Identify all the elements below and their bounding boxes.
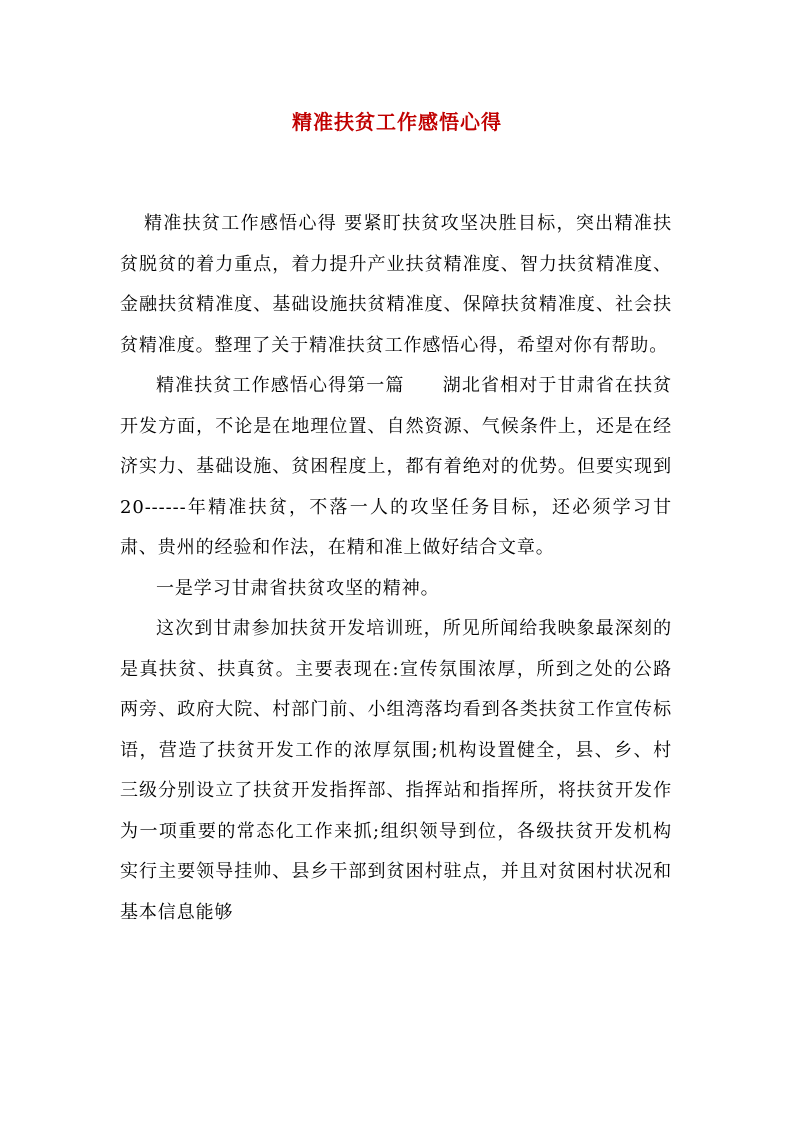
paragraph-intro: 精准扶贫工作感悟心得 要紧盯扶贫攻坚决胜目标，突出精准扶贫脱贫的着力重点，着力提升产业扶贫精准度、智力扶贫精准度、金融扶贫精准度、基础设施扶贫精准度、保障扶贫精准度、社会扶贫精准度。整理了关于精准扶贫工作感悟心得，希望对你有帮助。	[120, 213, 672, 356]
document-body	[120, 204, 672, 933]
paragraph-first-article: 精准扶贫工作感悟心得第一篇 湖北省相对于甘肃省在扶贫开发方面，不论是在地理位置、自然资源、气候条件上，还是在经济实力、基础设施、贫困程度上，都有着绝对的优势。但要实现到 20------年精准扶贫，不落一人的攻坚任务目标，还必须学习甘肃、贵州的经验和作法，在精和准上做好结合文章。	[120, 375, 672, 558]
paragraph-section-heading: 一是学习甘肃省扶贫攻坚的精神。	[156, 577, 440, 599]
paragraph-training-observations: 这次到甘肃参加扶贫开发培训班，所见所闻给我映象最深刻的是真扶贫、扶真贫。主要表现在:宣传氛围浓厚，所到之处的公路两旁、政府大院、村部门前、小组湾落均看到各类扶贫工作宣传标语，营造了扶贫开发工作的浓厚氛围;机构设置健全，县、乡、村三级分别设立了扶贫开发指挥部、指挥站和指挥所，将扶贫开发作为一项重要的常态化工作来抓;组织领导到位，各级扶贫开发机构实行主要领导挂帅、县乡干部到贫困村驻点，并且对贫困村状况和基本信息能够	[120, 618, 672, 923]
document-title: 精准扶贫工作感悟心得	[292, 110, 502, 134]
